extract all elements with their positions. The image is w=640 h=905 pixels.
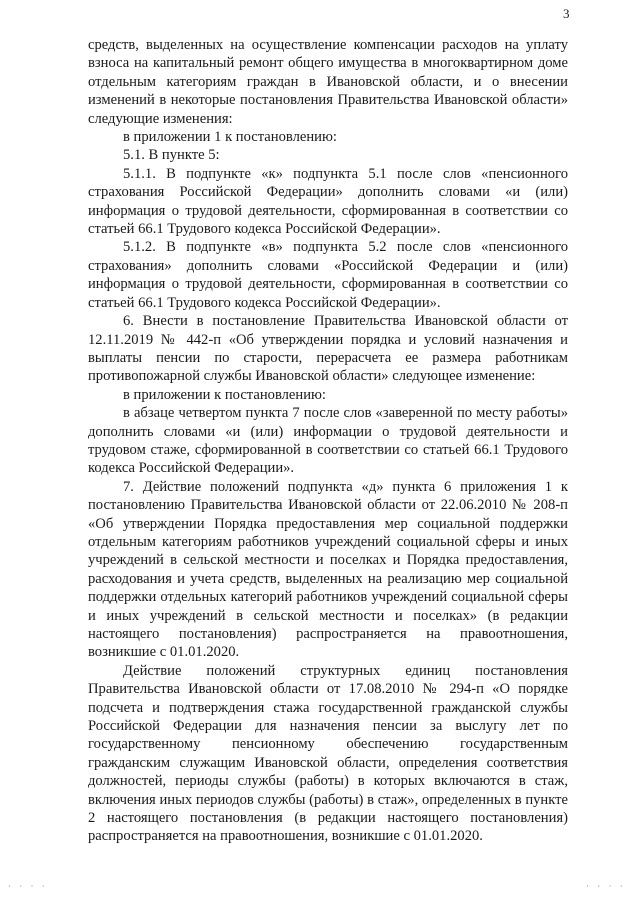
paragraph-5-1-2: 5.1.2. В подпункте «в» подпункта 5.2 после слов «пенсионного страхования» дополнить словами «Российской Федерации и (или) информация о трудовой деятельности, сформированная в соответствии со статьей 66.1 Трудового кодекса Российской Федерации». xyxy=(88,239,568,311)
scan-edge-marks-right: · · · · xyxy=(586,881,626,891)
scan-edge-marks-left: · · · · xyxy=(8,881,48,891)
paragraph-5-1: 5.1. В пункте 5: xyxy=(123,147,220,164)
paragraph-continuation: средств, выделенных на осуществление компенсации расходов на уплату взноса на капитальный ремонт общего имущества в многоквартирном доме отдельным категориям граждан в Ивановской области, и о внесении изменений в некоторые постановления Правительства Ивановской области» следующие изменения: xyxy=(88,37,568,127)
document-body xyxy=(88,36,568,846)
paragraph-6: 6. Внести в постановление Правительства Ивановской области от 12.11.2019 № 442-п «Об утверждении порядка и условий назначения и выплаты пенсии по старости, перерасчета ее размера работникам противопожарной службы Ивановской области» следующее изменение: xyxy=(88,313,568,385)
page-number: 3 xyxy=(563,6,570,21)
paragraph-7: 7. Действие положений подпункта «д» пункта 6 приложения 1 к постановлению Правительства Ивановской области от 22.06.2010 № 208-п «Об утверждении Порядка предоставления мер социальной поддержки отдельным категориям работников учреждений социальной сферы и иных учреждений в сельской местности и поселках и Порядка предоставления, расходования и учета средств, выделенных на реализацию мер социальной поддержки отдельных категорий работников учреждений социальной сферы и иных учреждений в сельской местности и поселках» (в редакции настоящего постановления) распространяется на правоотношения, возникшие с 01.01.2020. xyxy=(88,478,568,661)
paragraph-annex-1: в приложении 1 к постановлению: xyxy=(123,129,337,146)
paragraph-annex: в приложении к постановлению: xyxy=(123,386,326,403)
paragraph-abzac-4: в абзаце четвертом пункта 7 после слов «заверенной по месту работы» дополнить словами «и (или) информации о трудовой деятельности и трудовом стаже, сформированной в соответствии со статьей 66.1 Трудового кодекса Российской Федерации». xyxy=(88,405,568,477)
paragraph-5-1-1: 5.1.1. В подпункте «к» подпункта 5.1 после слов «пенсионного страхования Российской Федерации» дополнить словами «и (или) информация о трудовой деятельности, сформированная в соответствии со статьей 66.1 Трудового кодекса Российской Федерации». xyxy=(88,165,568,238)
paragraph-7-second: Действие положений структурных единиц постановления Правительства Ивановской области от 17.08.2010 № 294-п «О порядке подсчета и подтверждения стажа государственной гражданской службы Российской Федерации для назначения пенсии за выслугу лет по государственному пенсионному обеспечению государственным гражданским служащим Ивановской области, определения соответствия должностей, периоды службы (работы) в которых включаются в стаж, включения иных периодов службы (работы) в стаж», определенных в пункте 2 настоящего постановления (в редакции настоящего постановления) распространяется на правоотношения, возникшие с 01.01.2020. xyxy=(88,662,568,845)
